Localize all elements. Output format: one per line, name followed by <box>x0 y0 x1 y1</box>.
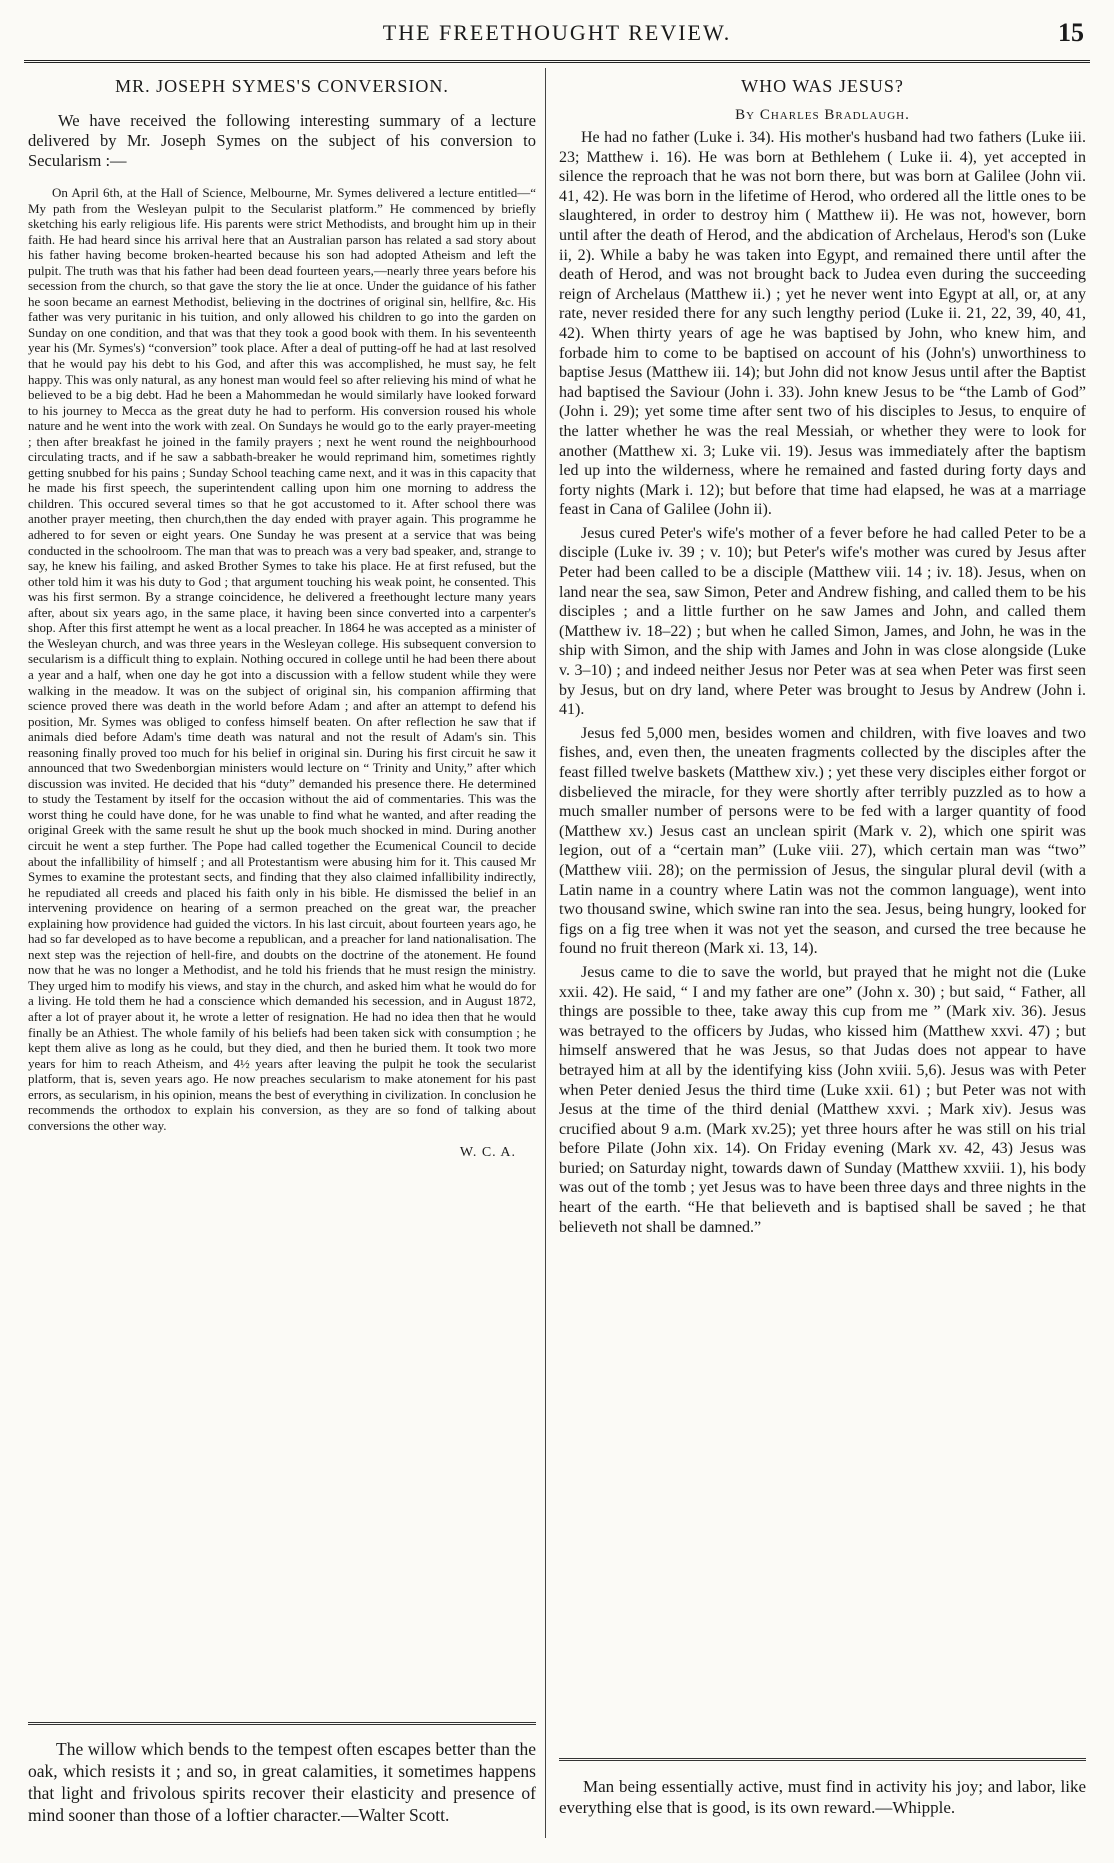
whipple-quote: Man being essentially active, must find in activity his joy; and labor, like everything else that is good, is its own reward.—Whipple. <box>559 1777 1086 1817</box>
article-intro: We have received the following interesting summary of a lecture delivered by Mr. Joseph Symes on the subject of his conversion to Secularism :— <box>28 111 536 170</box>
scott-quote: The willow which bends to the tempest often escapes better than the oak, which resists it ; and so, in great calamities, it sometimes happens that light and frivolous spirits recover their elasticity and presence of mind sooner than those of a loftier character.—Walter Scott. <box>28 1739 536 1825</box>
paragraph: He had no father (Luke i. 34). His mother's husband had two fathers (Luke iii. 23; Matthew i. 16). He was born at Bethlehem ( Luke ii. 4), yet accepted in silence the reproach that he was not born there, but was born at Galilee (John vii. 41, 42). He was born in the lifetime of Herod, who ordered all the little ones to be slaughtered, in order to destroy him ( Matthew ii). He was not, however, born until after the death of Herod, and the abdication of Archelaus, Herod's son (Luke ii, 2). While a baby he was taken into Egypt, and remained there until after the death of Herod, and was not brought back to Judea even during the succeeding reign of Archelaus (Matthew ii.) ; yet he never went into Egypt at all, or, at any rate, never resided there for any such lengthy period (Luke ii. 21, 22, 39, 40, 41, 42). When thirty years of age he was baptised by John, who knew him, and forbade him to come to be baptised on account of his (John's) unworthiness to baptise Jesus (Matthew iii. 14); but John did not know Jesus until after the Baptist had baptised the Saviour (John i. 33). John knew Jesus to be “the Lamb of God” (John i. 29); yet some time after sent two of his disciples to Jesus, to enquire of the latter whether he was the real Messiah, or whether they were to look for another (Matthew xi. 3; Luke vii. 19). Jesus was immediately after the baptism led up into the wilderness, where he remained and fasted during forty days and forty nights (Mark i. 12); but before that time had elapsed, he was at a marriage feast in Cana of Galilee (John ii). <box>559 129 1086 519</box>
article-byline: By Charles Bradlaugh. <box>735 107 910 123</box>
left-quote-block <box>28 1722 536 1826</box>
column-divider <box>545 68 546 1838</box>
quote-separator <box>559 1758 1086 1764</box>
article-signature: W. C. A. <box>459 1145 516 1161</box>
right-quote-block <box>559 1758 1086 1818</box>
paragraph: Jesus cured Peter's wife's mother of a fever before he had called Peter to be a disciple (Luke iv. 39 ; v. 10); but Peter's wife's mother was cured by Jesus after Peter had been called to be a disciple (Matthew viii. 14 ; iv. 18). Jesus, when on land near the sea, saw Simon, Peter and Andrew fishing, and called them to be his disciples ; and a little further on he saw James and John, and called them (Matthew iv. 18–22) ; but when he called Simon, James, and John, he was in the ship with Simon, and the ship with James and John in was close alongside (Luke v. 3–10) ; and indeed neither Jesus nor Peter was at sea when Peter was first seen by Jesus, but on dry land, where Peter was brought to Jesus by Andrew (John i. 41). <box>559 524 1086 719</box>
article-body: On April 6th, at the Hall of Science, Melbourne, Mr. Symes delivered a lecture entitled—“ My path from the Wesleyan pulpit to the Secularist platform.” He commenced by briefly sketching his early religious life. His parents were strict Methodists, and brought him up in their faith. He had heard since his arrival here that an Australian parson has related a sad story about his father having become broken-hearted because his son had adopted Atheism and left the pulpit. The truth was that his father had been dead fourteen years,—nearly three years before his secession from the church, so that gave the story the lie at once. Under the guidance of his father he soon became an earnest Methodist, believing in the doctrines of original sin, hellfire, &c. His father was very puritanic in his tuition, and only allowed his children to go into the garden on Sunday on one condition, and that was that they took a good book with them. In his seventeenth year his (Mr. Symes's) “conversion” took place. After a deal of putting-off he had at last resolved that he would pay his debt to his God, and after this was accomplished, he must say, he felt happy. This was only natural, as any honest man would feel so after relieving his mind of what he believed to be a big debt. Had he been a Mahommedan he would similarly have looked forward to his journey to Mecca as the great duty he had to perform. His conversion roused his whole nature and he went into the work with zeal. On Sundays he would go to the early prayer-meeting ; then after breakfast he joined in the family prayers ; next he went round the neighbourhood circulating tracts, and if he saw a sabbath-breaker he would reprimand him, sometimes rightly getting snubbed for his pains ; Sunday School teaching came next, and it was in this capacity that he made his first speech, the superintendent calling upon him one morning to address the children. This occured several times so that he got accustomed to it. After school there was another prayer meeting, then church,then the day ended with prayer again. This programme he adhered to for seven or eight years. One Sunday he was present at a service that was being conducted in the schoolroom. The man that was to preach was a very bad speaker, and, strange to say, he knew his failing, and asked Brother Symes to take his place. He at first refused, but the other told him it was his duty to God ; that argument touching his weak point, he consented. This was his first sermon. By a strange coincidence, he delivered a freethought lecture many years after, about six years ago, in the same place, it having been since converted into a carpenter's shop. After this first attempt he went as a local preacher. In 1864 he was accepted as a minister of the Wesleyan church, and was three years in the Wesleyan college. His subsequent conversion to secularism is a difficult thing to explain. Nothing occured in college until he had been there about a year and a half, when one day he got into a discussion with a fellow student while they were walking in the meadow. It was on the subject of original sin, his companion affirming that science proved there was death in the world before Adam ; and after an attempt to defend his position, Mr. Symes was obliged to confess himself beaten. On after reflection he saw that if animals died before Adam's time death was natural and not the result of Adam's sin. This reasoning finally proved too much for his belief in original sin. During his first circuit he saw it announced that two Swedenborgian ministers would lecture on “ Trinity and Unity,” after which discussion was invited. He decided that his “duty” demanded his presence there. He determined to study the Testament by itself for the occasion without the aid of commentaries. This was the worst thing he could have done, for he was unable to find what he wanted, and after reading the original Greek with the same result he shut up the book much shocked in mind. During another circuit he went a step further. The Pope had called together the Ecumenical Council to decide about the infallibility of himself ; and all Protestantism were abusing him for it. This caused Mr Symes to examine the protestant sects, and finding that they also claimed infallibility indirectly, he repudiated all creeds and placed his faith only in his bible. He dismissed the belief in an intervening providence on hearing of a sermon preached on the great war, the preacher explaining how providence had guided the victors. In his last circuit, about fourteen years ago, he had so far developed as to have become a republican, and a preacher for land nationalisation. The next step was the rejection of hell-fire, and doubts on the doctrine of the atonement. He found now that he was no longer a Methodist, and he told his friends that he must resign the ministry. They urged him to modify his views, and stay in the church, and asked him what he would do for a living. He told them he had a conscience which demanded his secession, and in August 1872, after a lot of prayer about it, he wrote a letter of resignation. He had no idea then that he would finally be an Athiest. The whole family of his beliefs had been taken sick with consumption ; he kept them alive as long as he could, but they died, and then he buried them. It took two more years for him to reach Atheism, and 4½ years after leaving the pulpit he took the secularist platform, that is, seven years ago. He now preaches secularism to make atonement for his past errors, as secularism, in his opinion, means the best of everything in civilization. In conclusion he recommends the orthodox to explain his conversion, as they are so fond of talking about conversions the other way. <box>28 185 536 1133</box>
page-number: 15 <box>1058 18 1084 47</box>
journal-title: THE FREETHOUGHT REVIEW. <box>382 20 732 45</box>
left-column <box>28 72 536 1161</box>
right-column <box>559 72 1086 1241</box>
article-title-jesus: WHO WAS JESUS? <box>741 76 904 96</box>
article-title-symes: MR. JOSEPH SYMES'S CONVERSION. <box>115 76 449 96</box>
paragraph: Jesus fed 5,000 men, besides women and children, with five loaves and two fishes, and, even then, the uneaten fragments collected by the disciples after the feast filled twelve baskets (Matthew xiv.) ; yet these very disciples either forgot or disbelieved the miracle, for they were shortly after terribly puzzled as to how a much smaller number of persons were to be fed with a larger quantity of food (Matthew xv.) Jesus cast an unclean spirit (Mark v. 2), which one spirit was legion, out of a “certain man” (Luke viii. 27), which certain man was “two” (Matthew viii. 28); on the permission of Jesus, the singular plural devil (with a Latin name in a country where Latin was not the common language), went into two thousand swine, which swine ran into the sea. Jesus, being hungry, looked for figs on a fig tree when it was not yet the season, and cursed the tree because he found no fruit thereon (Mark xi. 13, 14). <box>559 724 1086 958</box>
quote-separator <box>28 1722 536 1728</box>
header-rule <box>24 60 1090 66</box>
page-header <box>24 16 1090 52</box>
paragraph: Jesus came to die to save the world, but prayed that he might not die (Luke xxii. 42). He said, “ I and my father are one” (John x. 30) ; but said, “ Father, all things are possible to thee, take away this cup from me ” (Mark xiv. 36). Jesus was betrayed to the officers by Judas, who kissed him (Matthew xxvi. 47) ; but himself answered that he was Jesus, so that Judas does not appear to have betrayed him at all by the identifying kiss (John xviii. 5,6). Jesus was with Peter when Peter denied Jesus the third time (Luke xxii. 61) ; but Peter was not with Jesus at the time of the third denial (Matthew xxvi. ; Mark xiv). Jesus was crucified about 9 a.m. (Mark xv.25); yet three hours after he was still on his trial before Pilate (John xix. 14). On Friday evening (Mark xv. 42, 43) Jesus was buried; on Saturday night, towards dawn of Sunday (Matthew xxviii. 1), his body was out of the tomb ; yet Jesus was to have been three days and three nights in the heart of the earth. “He that believeth and is baptised shall be saved ; he that believeth not shall be damned.” <box>559 963 1086 1236</box>
